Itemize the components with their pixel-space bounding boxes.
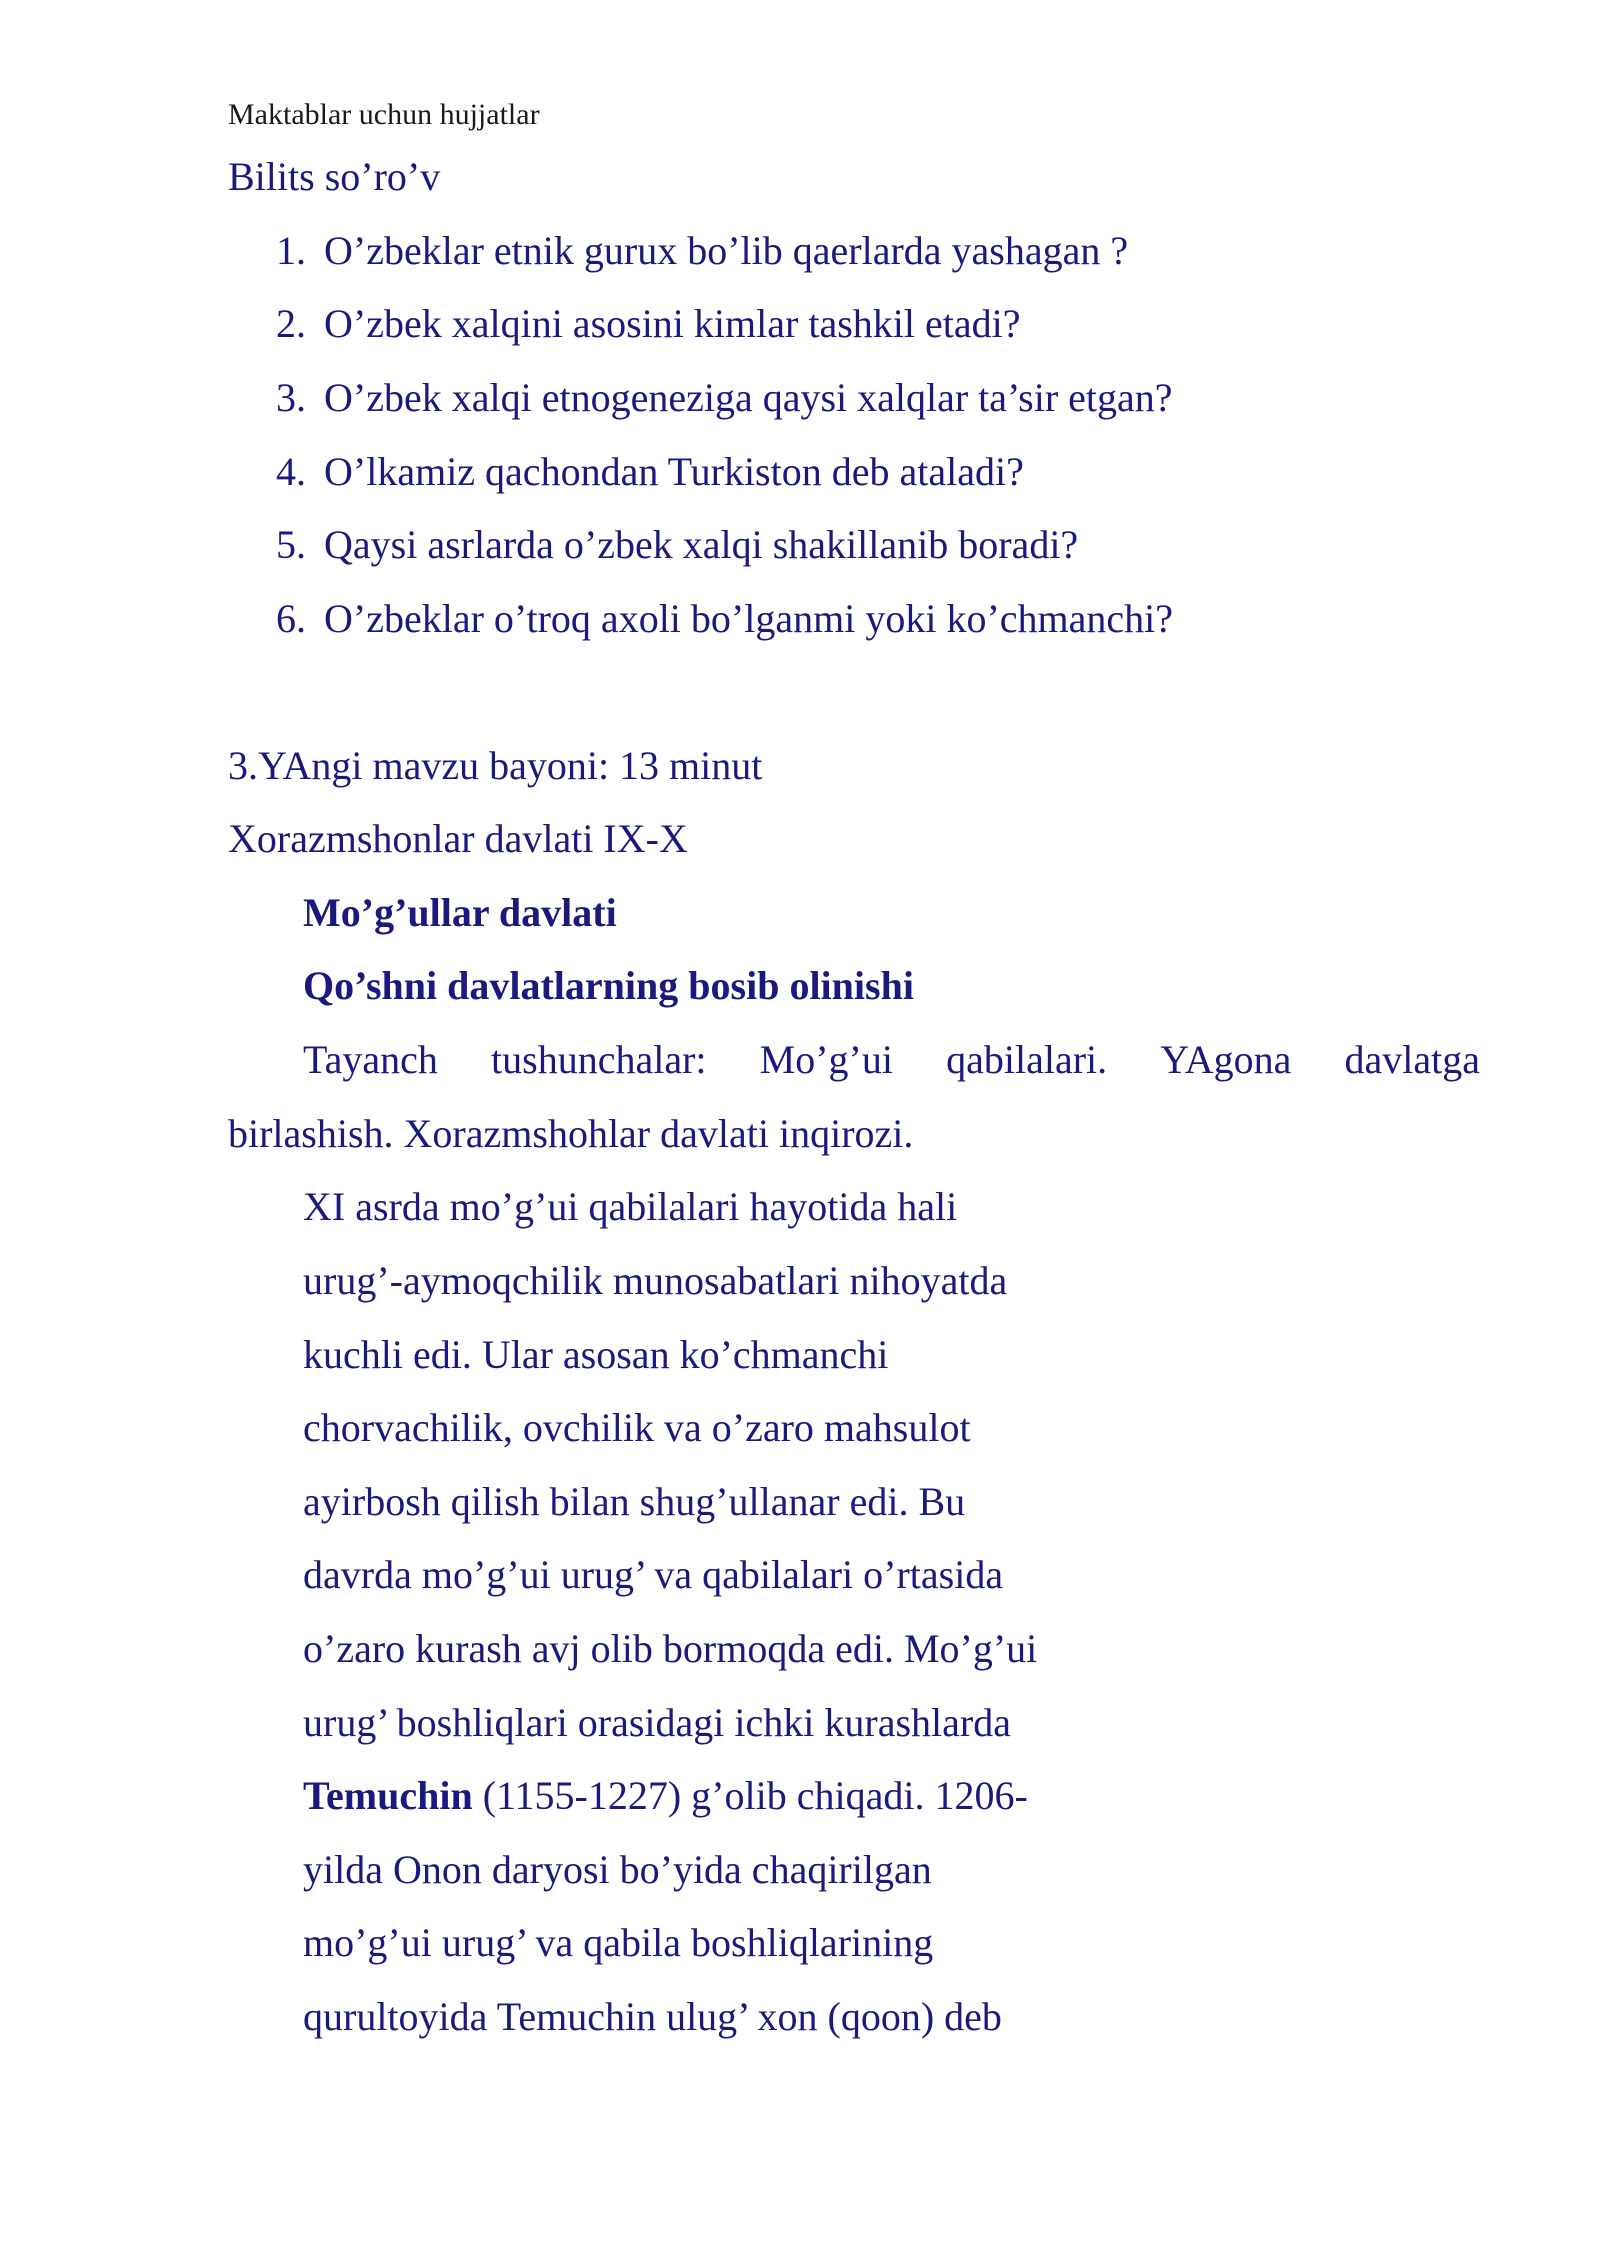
body-line: davrda mo’g’ui urug’ va qabilalari o’rtasida	[303, 1552, 1004, 1597]
heading-mongol-state: Mo’g’ullar davlati	[303, 890, 617, 935]
question-text: O’zbeklar etnik gurux bo’lib qaerlarda yashagan ?	[324, 228, 1129, 273]
question-text: O’lkamiz qachondan Turkiston deb ataladi?	[324, 449, 1024, 494]
section-subtitle: Xorazmshonlar davlati IX-X	[228, 816, 688, 861]
temuchin-dates: (1155-1227) g’olib chiqadi. 1206-	[472, 1773, 1028, 1818]
body-line: o’zaro kurash avj olib bormoqda edi. Mo’g’ui	[303, 1626, 1038, 1671]
body-line: yilda Onon daryosi bo’yida chaqirilgan	[303, 1847, 932, 1892]
question-text: O’zbek xalqini asosini kimlar tashkil etadi?	[324, 301, 1021, 346]
section-title: 3.YAngi mavzu bayoni: 13 minut	[228, 743, 763, 788]
body-line: ayirbosh qilish bilan shug’ullanar edi. Bu	[303, 1479, 966, 1524]
key-concepts-word: Tayanch	[303, 1037, 438, 1082]
temuchin-name: Temuchin	[303, 1773, 473, 1818]
question-number: 1.	[276, 228, 306, 273]
question-number: 3.	[276, 375, 306, 420]
key-concepts-word: davlatga	[1344, 1037, 1480, 1082]
body-line: kuchli edi. Ular asosan ko’chmanchi	[303, 1332, 889, 1377]
body-line: mo’g’ui urug’ va qabila boshliqlarining	[303, 1920, 934, 1965]
body-line: qurultoyida Temuchin ulug’ xon (qoon) deb	[303, 1994, 1002, 2039]
question-number: 6.	[276, 596, 306, 641]
question-text: O’zbek xalqi etnogeneziga qaysi xalqlar ta’sir etgan?	[324, 375, 1173, 420]
survey-heading: Bilits so’ro’v	[228, 154, 441, 199]
body-line: XI asrda mo’g’ui qabilalari hayotida hali	[303, 1184, 958, 1229]
body-line: chorvachilik, ovchilik va o’zaro mahsulot	[303, 1405, 971, 1450]
heading-neighbor-conquest: Qo’shni davlatlarning bosib olinishi	[303, 963, 914, 1008]
key-concepts-word: Mo’g’ui	[759, 1037, 893, 1082]
key-concepts-word: qabilalari.	[946, 1037, 1108, 1082]
question-text: O’zbeklar o’troq axoli bo’lganmi yoki ko’chmanchi?	[324, 596, 1174, 641]
key-concepts-word: tushunchalar:	[491, 1037, 707, 1082]
question-number: 2.	[276, 301, 306, 346]
key-concepts-word: YAgona	[1160, 1037, 1292, 1082]
body-line-temuchin	[303, 1770, 1028, 1822]
question-number: 5.	[276, 522, 306, 567]
key-concepts-continuation: birlashish. Xorazmshohlar davlati inqirozi.	[228, 1111, 914, 1156]
question-number: 4.	[276, 449, 306, 494]
question-text: Qaysi asrlarda o’zbek xalqi shakillanib boradi?	[324, 522, 1079, 567]
body-line: urug’ boshliqlari orasidagi ichki kurashlarda	[303, 1700, 1011, 1745]
body-line: urug’-aymoqchilik munosabatlari nihoyatda	[303, 1258, 1008, 1303]
document-header: Maktablar uchun hujjatlar	[228, 98, 540, 131]
key-concepts-line	[303, 1034, 1480, 1086]
